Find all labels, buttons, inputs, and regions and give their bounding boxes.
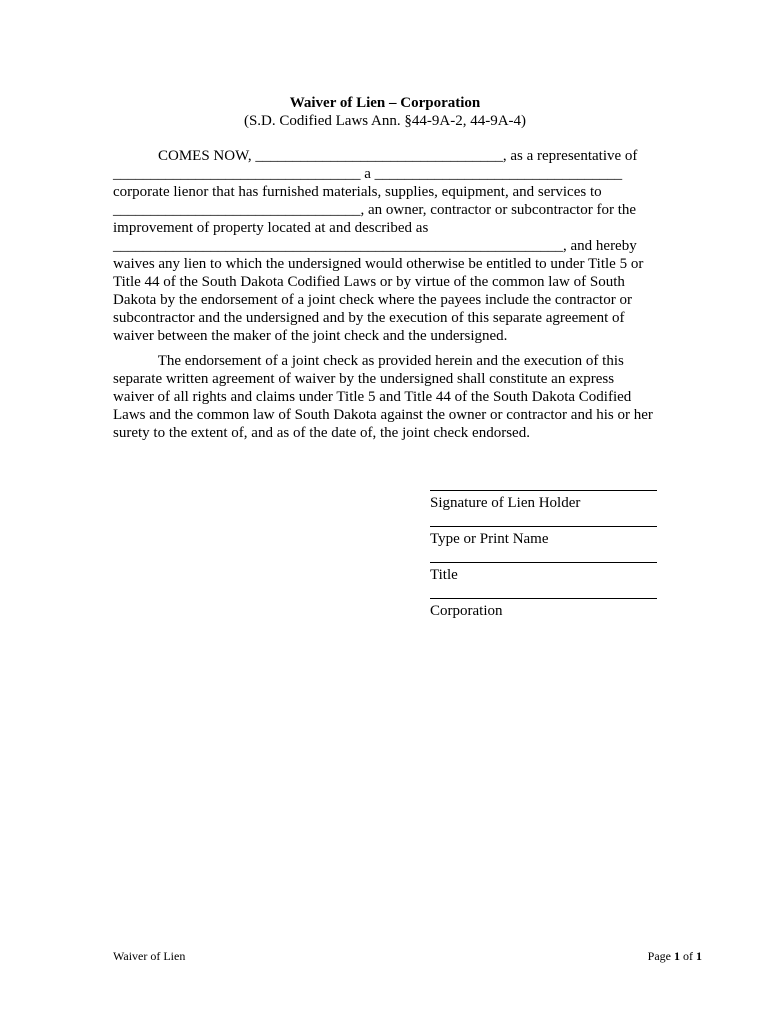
signature-field-corporation[interactable] xyxy=(430,598,657,620)
signature-label: Signature of Lien Holder xyxy=(430,495,581,511)
text-line: subcontractor and the undersigned and by the execution of this separate agreement of xyxy=(113,310,625,326)
text-line: _________________________________ a _________________________________ xyxy=(113,166,623,182)
text-line: Dakota by the endorsement of a joint check where the payees include the contractor or xyxy=(113,292,632,308)
signature-line xyxy=(430,562,657,563)
document-subtitle: (S.D. Codified Laws Ann. §44-9A-2, 44-9A-4) xyxy=(243,113,527,129)
text-line: The endorsement of a joint check as provided herein and the execution of this xyxy=(113,353,624,369)
text-line: waives any lien to which the undersigned would otherwise be entitled to under Title 5 or xyxy=(113,256,644,272)
signature-label: Type or Print Name xyxy=(430,531,549,547)
footer-document-name: Waiver of Lien xyxy=(113,949,186,963)
footer-of-word: of xyxy=(680,949,696,963)
signature-line xyxy=(430,490,657,491)
footer-page-current: 1 xyxy=(674,949,680,963)
paragraph-comes-now xyxy=(113,147,673,345)
text-line: waiver between the maker of the joint check and the undersigned. xyxy=(113,328,508,344)
signature-field-print-name[interactable] xyxy=(430,526,657,548)
text-line: _________________________________, an owner, contractor or subcontractor for the xyxy=(113,202,637,218)
text-line: COMES NOW, _________________________________, as a representative of xyxy=(113,148,638,164)
signature-label: Corporation xyxy=(430,603,503,619)
signature-line xyxy=(430,598,657,599)
text-line: corporate lienor that has furnished materials, supplies, equipment, and services to xyxy=(113,184,602,200)
text-line: Title 44 of the South Dakota Codified Laws or by virtue of the common law of South xyxy=(113,274,625,290)
document-title: Waiver of Lien – Corporation xyxy=(289,95,481,111)
signature-field-lien-holder[interactable] xyxy=(430,490,657,512)
footer-page-total: 1 xyxy=(696,949,702,963)
signature-label: Title xyxy=(430,567,458,583)
text-line: ____________________________________________________________, and hereby xyxy=(113,238,637,254)
signature-field-title[interactable] xyxy=(430,562,657,584)
text-line: separate written agreement of waiver by the undersigned shall constitute an express xyxy=(113,371,615,387)
signature-line xyxy=(430,526,657,527)
text-line: improvement of property located at and described as xyxy=(113,220,429,236)
paragraph-endorsement xyxy=(113,352,673,442)
text-line: Laws and the common law of South Dakota against the owner or contractor and his or her xyxy=(113,407,653,423)
footer-page-number xyxy=(648,948,702,964)
text-line: waiver of all rights and claims under Title 5 and Title 44 of the South Dakota Codified xyxy=(113,389,632,405)
text-line: surety to the extent of, and as of the date of, the joint check endorsed. xyxy=(113,425,530,441)
footer-page-word: Page xyxy=(647,949,674,963)
